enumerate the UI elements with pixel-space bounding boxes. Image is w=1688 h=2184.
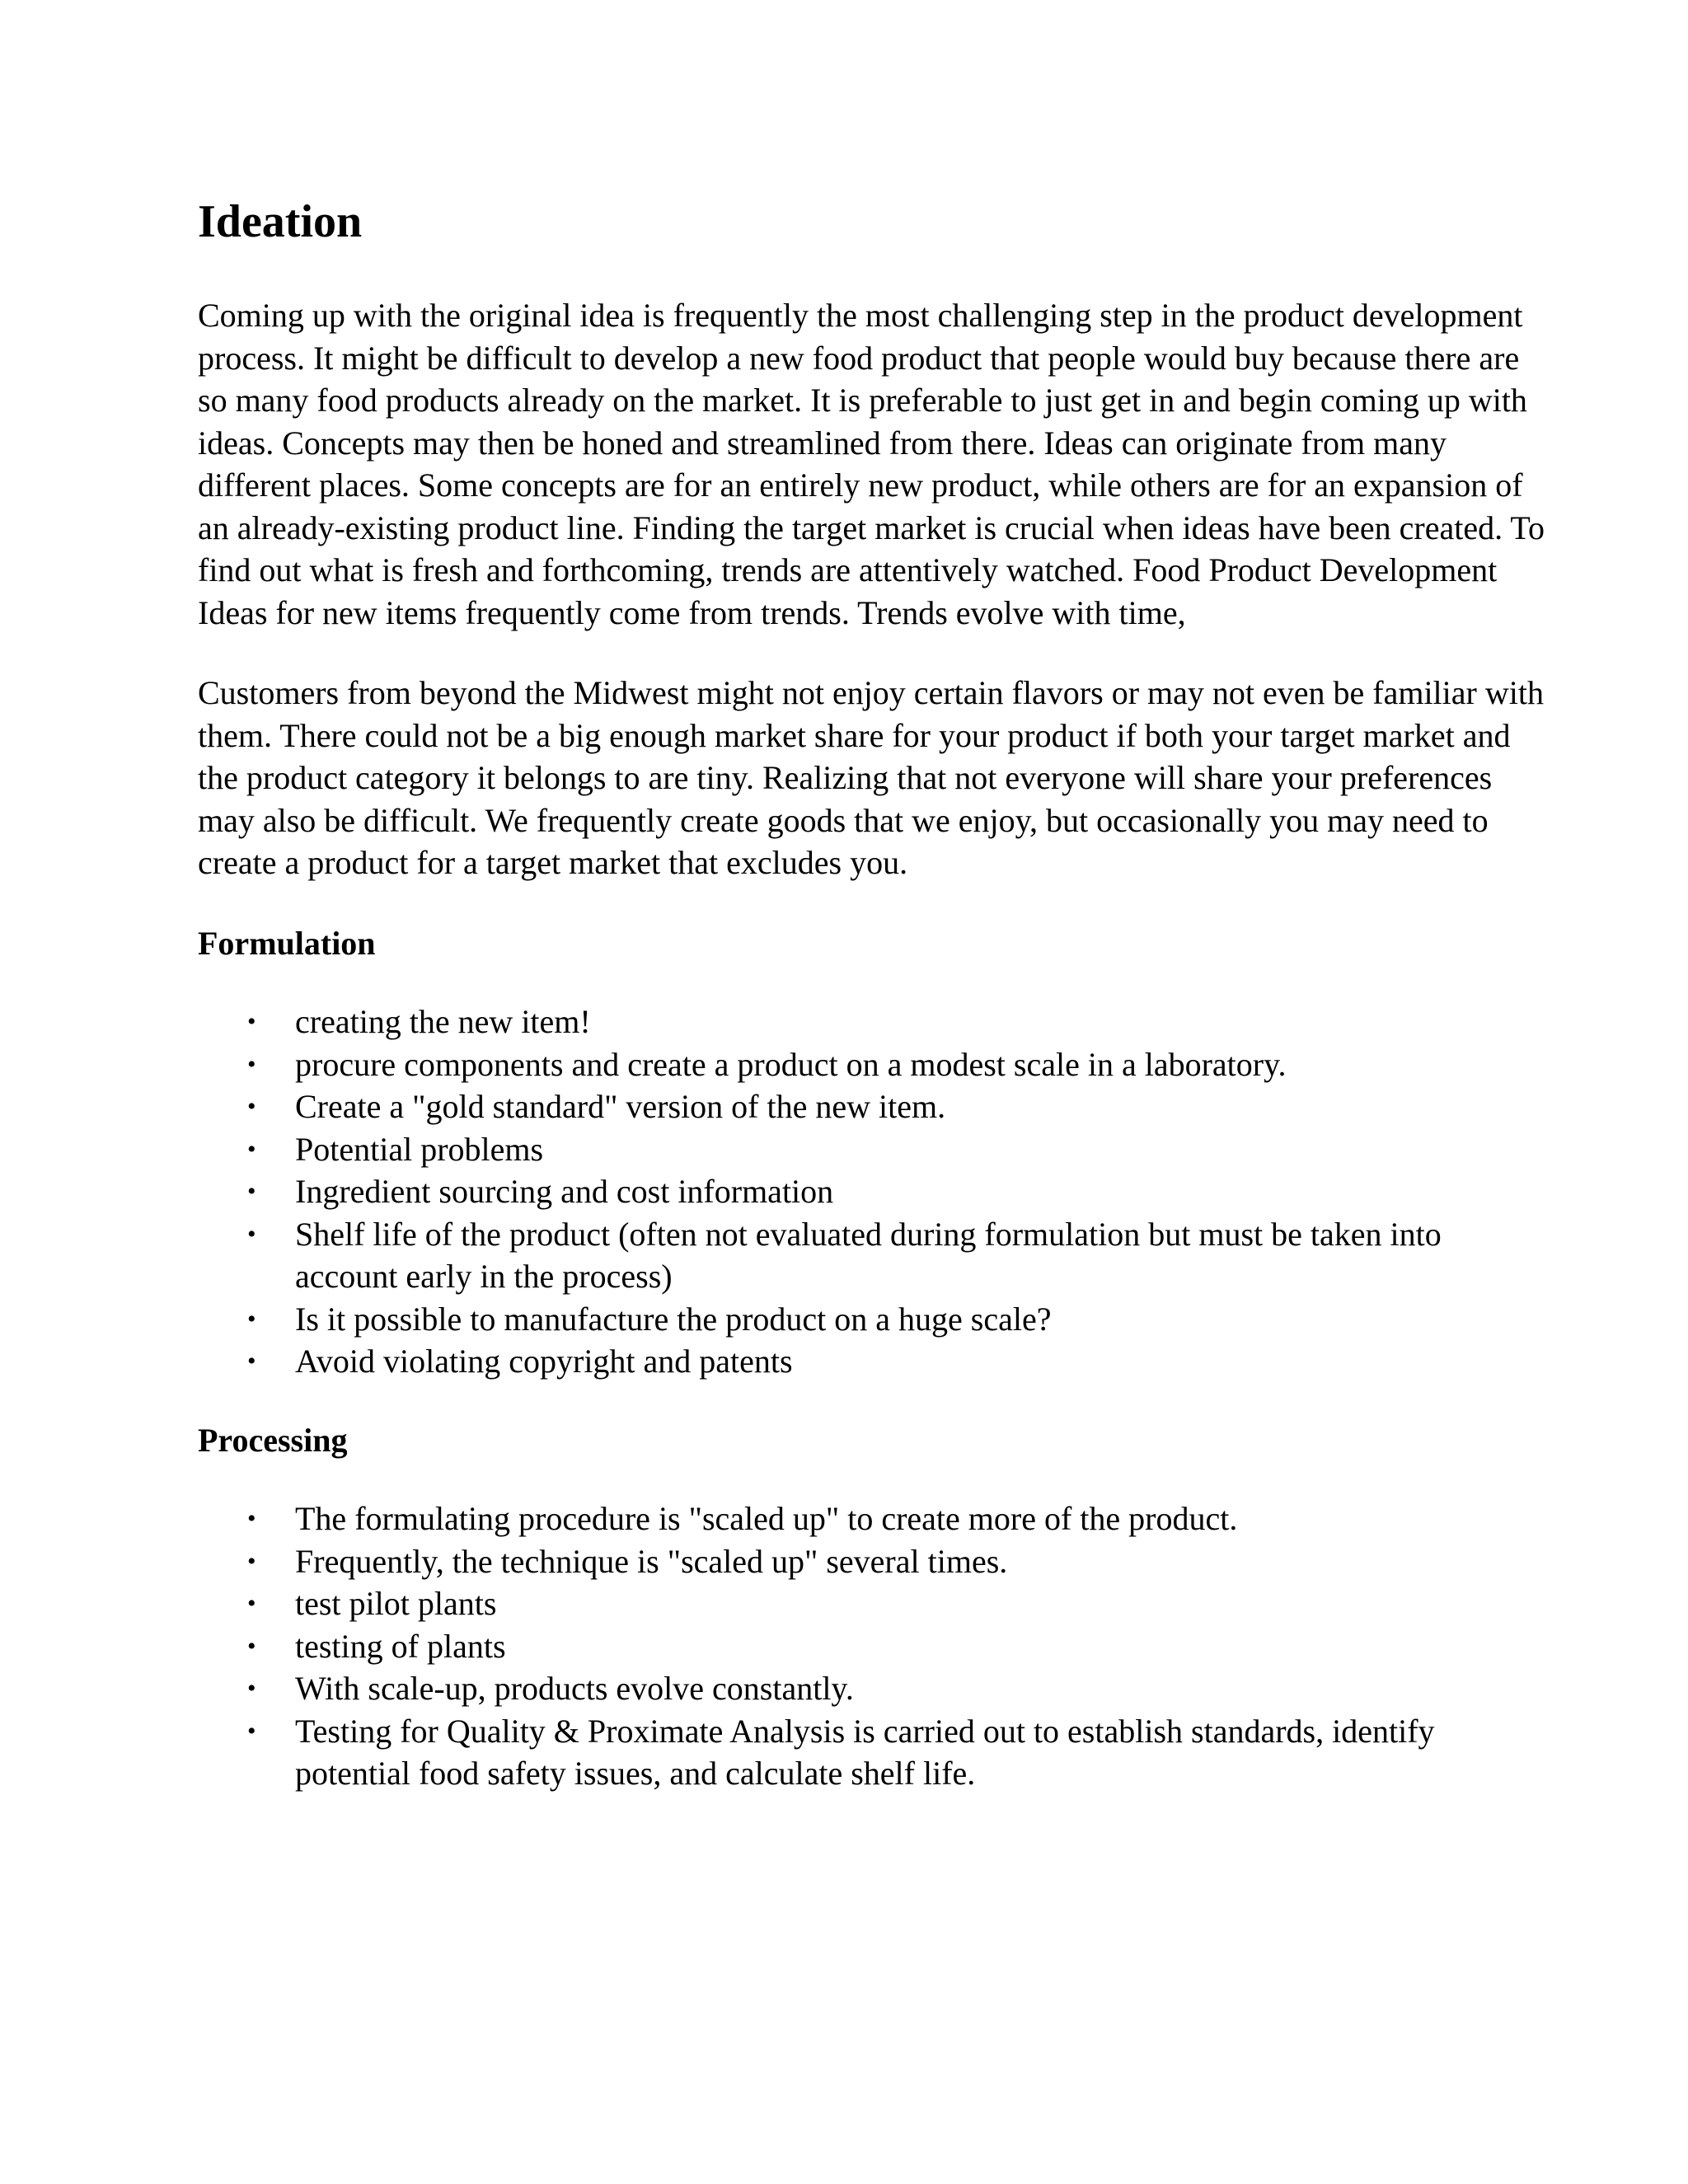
list-item-text: Ingredient sourcing and cost information xyxy=(295,1173,834,1211)
list-item xyxy=(198,1001,1550,1043)
list-item-text: creating the new item! xyxy=(295,1003,591,1041)
bullet-icon: • xyxy=(247,1717,256,1745)
list-item-text: Create a "gold standard" version of the new item. xyxy=(295,1088,946,1126)
list-item xyxy=(198,1043,1550,1086)
document-page xyxy=(198,194,1550,1831)
processing-list xyxy=(198,1497,1550,1795)
bullet-icon: • xyxy=(247,1093,256,1121)
list-item-text: The formulating procedure is "scaled up" to create more of the product. xyxy=(295,1500,1238,1538)
bullet-icon: • xyxy=(247,1305,256,1333)
bullet-icon: • xyxy=(247,1050,256,1078)
list-item-text: procure components and create a product on a modest scale in a laboratory. xyxy=(295,1045,1287,1083)
market-paragraph: Customers from beyond the Midwest might not enjoy certain flavors or may not even be familiar with them. There could not be a big enough market share for your product if both your target market and the product category it belongs to are tiny. Realizing that not everyone will share your preferences may also be difficult. We frequently create goods that we enjoy, but occasionally you may need to create a product for a target market that excludes you. xyxy=(198,674,1544,882)
list-item-text: With scale-up, products evolve constantly. xyxy=(295,1670,854,1708)
bullet-icon: • xyxy=(247,1675,256,1703)
formulation-heading: Formulation xyxy=(198,924,376,962)
bullet-icon: • xyxy=(247,1135,256,1163)
bullet-icon: • xyxy=(247,1590,256,1618)
list-item-text: Potential problems xyxy=(295,1130,544,1168)
list-item xyxy=(198,1667,1550,1710)
list-item xyxy=(198,1497,1550,1540)
list-item xyxy=(198,1340,1550,1383)
list-item-text: test pilot plants xyxy=(295,1585,497,1623)
list-item xyxy=(198,1625,1550,1668)
bullet-icon: • xyxy=(247,1547,256,1575)
list-item-text: testing of plants xyxy=(295,1627,506,1665)
bullet-icon: • xyxy=(247,1347,256,1376)
bullet-icon: • xyxy=(247,1008,256,1036)
bullet-icon: • xyxy=(247,1178,256,1206)
list-item xyxy=(198,1213,1550,1298)
list-item-text: Shelf life of the product (often not evaluated during formulation but must be taken into account early in the process) xyxy=(295,1215,1442,1296)
list-item-text: Frequently, the technique is "scaled up" several times. xyxy=(295,1542,1008,1580)
intro-paragraph: Coming up with the original idea is frequently the most challenging step in the product development process. It might be difficult to develop a new food product that people would buy because there are so many food products already on the market. It is preferable to just get in and begin coming up with ideas. Concepts may then be honed and streamlined from there. Ideas can originate from many different places. Some concepts are for an entirely new product, while others are for an expansion of an already-existing product line. Finding the target market is crucial when ideas have been created. To find out what is fresh and forthcoming, trends are attentively watched. Food Product Development Ideas for new items frequently come from trends. Trends evolve with time, xyxy=(198,297,1545,631)
list-item xyxy=(198,1170,1550,1213)
page-title: Ideation xyxy=(198,196,363,247)
list-item-text: Testing for Quality & Proximate Analysis is carried out to establish standards, identify potential food safety issues, and calculate shelf life. xyxy=(295,1712,1435,1793)
list-item-text: Avoid violating copyright and patents xyxy=(295,1343,793,1380)
processing-heading: Processing xyxy=(198,1421,348,1459)
list-item xyxy=(198,1710,1550,1795)
bullet-icon: • xyxy=(247,1220,256,1248)
list-item xyxy=(198,1298,1550,1341)
list-item-text: Is it possible to manufacture the product on a huge scale? xyxy=(295,1300,1052,1338)
bullet-icon: • xyxy=(247,1505,256,1533)
list-item xyxy=(198,1540,1550,1583)
list-item xyxy=(198,1128,1550,1171)
bullet-icon: • xyxy=(247,1632,256,1660)
list-item xyxy=(198,1085,1550,1128)
list-item xyxy=(198,1582,1550,1625)
formulation-list xyxy=(198,1001,1550,1383)
